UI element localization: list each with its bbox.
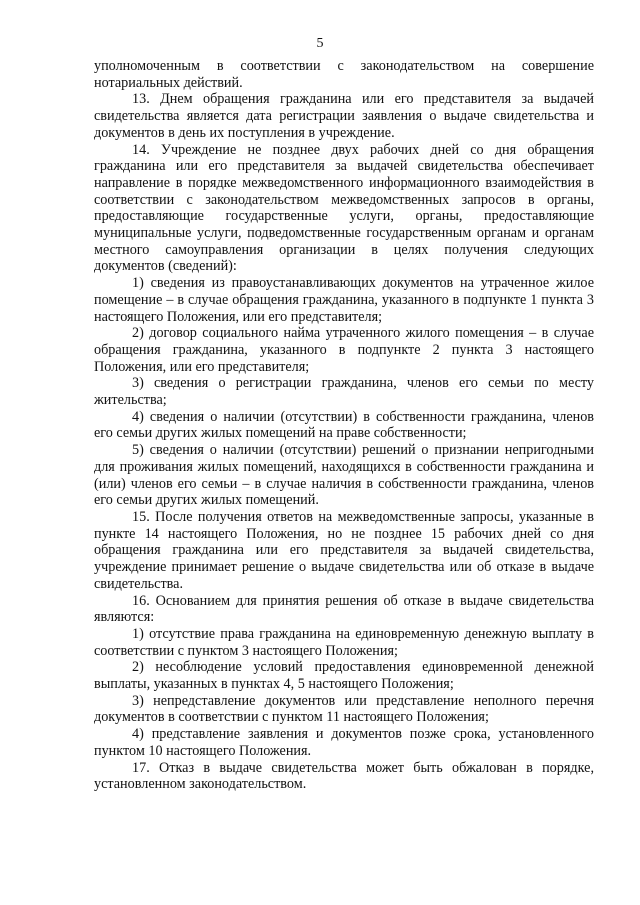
list-item: 1) отсутствие права гражданина на единовременную денежную выплату в соответствии с пунктом 3 настоящего Положения; bbox=[94, 625, 594, 659]
paragraph: 17. Отказ в выдаче свидетельства может быть обжалован в порядке, установленном законодательством. bbox=[94, 759, 594, 793]
paragraph: уполномоченным в соответствии с законодательством на совершение нотариальных действий. bbox=[94, 58, 594, 91]
list-item: 4) сведения о наличии (отсутствии) в собственности гражданина, членов его семьи других жилых помещений на праве собственности; bbox=[94, 408, 594, 442]
list-item: 3) сведения о регистрации гражданина, членов его семьи по месту жительства; bbox=[94, 375, 594, 409]
paragraph: 14. Учреждение не позднее двух рабочих дней со дня обращения гражданина или его представителя за выдачей свидетельства обеспечивает направление в порядке межведомственного информационного взаимодействия в соответствии с законодательством межведомственных запросов в органы, предоставляющие государственные услуги, органы, предоставляющие муниципальные услуги, подведомственные государственным органам и органам местного самоуправления организации в целях получения следующих документов (сведений): bbox=[94, 141, 594, 275]
paragraph: 16. Основанием для принятия решения об отказе в выдаче свидетельства являются: bbox=[94, 592, 594, 626]
paragraph: 13. Днем обращения гражданина или его представителя за выдачей свидетельства является дата регистрации заявления о выдаче свидетельства и документов в день их поступления в учреждение. bbox=[94, 91, 594, 141]
document-body bbox=[94, 58, 594, 793]
list-item: 3) непредставление документов или представление неполного перечня документов в соответствии с пунктом 11 настоящего Положения; bbox=[94, 692, 594, 726]
list-item: 1) сведения из правоустанавливающих документов на утраченное жилое помещение – в случае обращения гражданина, указанного в подпункте 1 пункта 3 настоящего Положения, или его представителя; bbox=[94, 275, 594, 325]
paragraph: 15. После получения ответов на межведомственные запросы, указанные в пункте 14 настоящего Положения, но не позднее 15 рабочих дней со дня обращения гражданина или его представителя за выдачей свидетельства, учреждение принимает решение о выдаче свидетельства или об отказе в выдаче свидетельства. bbox=[94, 508, 594, 592]
list-item: 2) несоблюдение условий предоставления единовременной денежной выплаты, указанных в пунктах 4, 5 настоящего Положения; bbox=[94, 659, 594, 693]
list-item: 4) представление заявления и документов позже срока, установленного пунктом 10 настоящего Положения. bbox=[94, 726, 594, 759]
page-number: 5 bbox=[316, 36, 324, 51]
list-item: 2) договор социального найма утраченного жилого помещения – в случае обращения гражданина, указанного в подпункте 2 пункта 3 настоящего Положения, или его представителя; bbox=[94, 325, 594, 375]
list-item: 5) сведения о наличии (отсутствии) решений о признании непригодными для проживания жилых помещений, находящихся в собственности гражданина и (или) членов его семьи – в случае наличия в собственности гражданина, членов его семьи других жилых помещений. bbox=[94, 442, 594, 509]
